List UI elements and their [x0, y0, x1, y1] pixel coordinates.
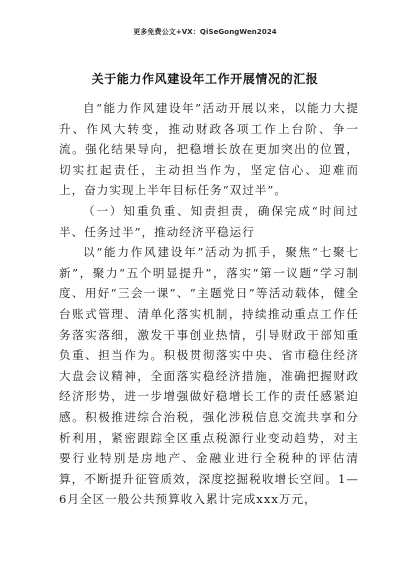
- paragraph-section-1: 以“能力作风建设年”活动为抓手，聚焦“七聚七新”，聚力“五个明显提升”，落实“第一议题”学习制度、用好“三会一课”、“主题党日”等活动载体，健全台账式管理、清单化落实机制，持续推动重点工作任务落实落细，激发干事创业热情，引导财政干部知重负重、担当作为。积极贯彻落实中央、省市稳住经济大盘会议精神，全面落实稳经济措施，准确把握财政经济形势，进一步增强做好稳增长工作的责任感紧迫感。积极推进综合治税，强化涉税信息交流共享和分析利用，紧密跟踪全区重点税源行业变动趋势，对主要行业特别是房地产、金融业进行全税种的评估清算，不断提升征管质效，深度挖掘税收增长空间。1—6月全区一般公共预算收入累计完成xxx万元，: [59, 245, 359, 507]
- header-note: 更多免费公文+VX：QiSeGongWen2024: [133, 28, 277, 36]
- document-body: [59, 98, 359, 510]
- section-heading-1: （一）知重负重、知责担责，确保完成“时间过半、任务过半”，推动经济平稳运行: [59, 203, 359, 239]
- paragraph-intro: 自“能力作风建设年”活动开展以来，以能力大提升、作风大转变，推动财政各项工作上台阶、争一流。强化结果导向，把稳增长放在更加突出的位置，切实扛起责任，主动担当作为，坚定信心、迎难而上，奋力实现上半年目标任务“双过半”。: [59, 101, 359, 198]
- document-title: 关于能力作风建设年工作开展情况的汇报: [91, 72, 319, 86]
